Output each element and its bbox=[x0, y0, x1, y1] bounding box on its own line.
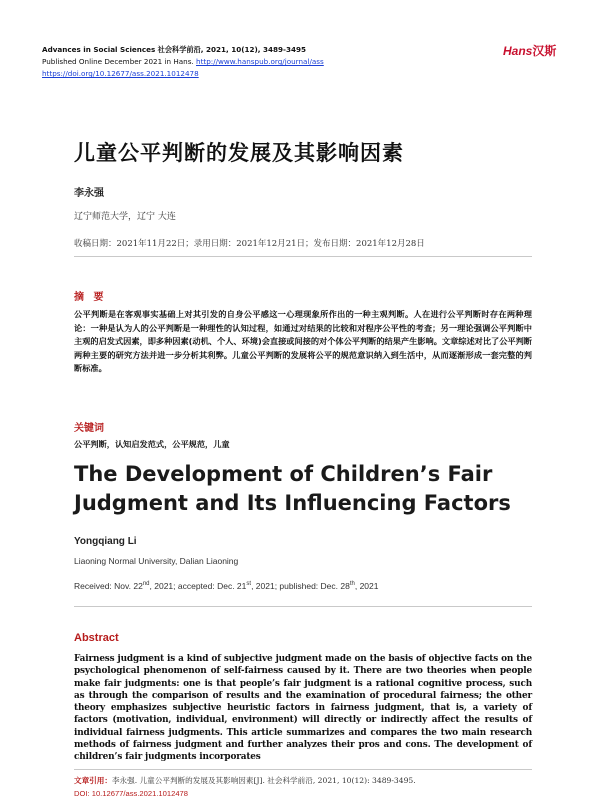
cn-author: 李永强 bbox=[74, 188, 104, 199]
published-date: , 2021; published: Dec. 28 bbox=[251, 581, 350, 591]
en-abstract-heading: Abstract bbox=[74, 632, 119, 644]
logo-en: Hans bbox=[503, 44, 533, 58]
cn-dates: 收稿日期：2021年11月22日；录用日期：2021年12月21日；发布日期：2021年12月28日 bbox=[74, 239, 425, 249]
published-sup: th bbox=[349, 581, 355, 588]
doi-url-link[interactable]: https://doi.org/10.12677/ass.2021.1012478 bbox=[42, 69, 199, 78]
year-end: , 2021 bbox=[354, 581, 379, 591]
journal-name-en: Advances in Social Sciences bbox=[42, 45, 156, 54]
en-title-line-2: Judgment and Its Influencing Factors bbox=[74, 491, 511, 515]
cn-keywords: 公平判断，认知启发范式，公平规范，儿童 bbox=[74, 439, 230, 449]
journal-issue: , 2021, 10(12), 3489-3495 bbox=[200, 45, 307, 54]
cn-affiliation: 辽宁师范大学，辽宁 大连 bbox=[74, 212, 176, 222]
received-sup: nd bbox=[142, 581, 150, 588]
journal-header bbox=[42, 44, 512, 80]
citation-label: 文章引用： bbox=[74, 776, 112, 785]
divider bbox=[74, 606, 532, 607]
divider bbox=[74, 769, 532, 770]
cn-paper-title: 儿童公平判断的发展及其影响因素 bbox=[74, 141, 404, 165]
cn-abstract-body: 公平判断是在客观事实基础上对其引发的自身公平感这一心理现象所作出的一种主观判断。人在进行公平判断时存在两种理论：一种是认为人的公平判断是一种理性的认知过程，如通过对结果的比较和对程序公平性的考查；另一理论强调公平判断中主观的启发式因素，即多种因素(动机、个人、环境)会直接或间接的对个体公平判断的结果产生影响。文章综述对比了公平判断两种主要的研究方法并进一步分析其利弊。儿童公平判断的发展将公平的规范意识纳入到生活中，从而逐渐形成一套完整的判断标准。 bbox=[74, 309, 532, 373]
cn-keywords-heading: 关键词 bbox=[74, 423, 104, 434]
logo-cn: 汉斯 bbox=[532, 44, 557, 58]
received-date: Received: Nov. 22 bbox=[74, 581, 143, 591]
en-affiliation: Liaoning Normal University, Dalian Liaoning bbox=[74, 556, 239, 566]
journal-url-link[interactable]: http://www.hanspub.org/journal/ass bbox=[196, 57, 324, 66]
published-note: Published Online December 2021 in Hans. bbox=[42, 57, 197, 66]
en-paper-title bbox=[74, 460, 544, 518]
citation-doi[interactable]: DOI: 10.12677/ass.2021.1012478 bbox=[74, 789, 188, 798]
journal-name-cn: 社会科学前沿 bbox=[157, 45, 201, 54]
citation bbox=[74, 775, 416, 786]
citation-text: 李永强. 儿童公平判断的发展及其影响因素[J]. 社会科学前沿, 2021, 10(12): 3489-3495. bbox=[111, 776, 416, 785]
accepted-sup: st bbox=[246, 581, 252, 588]
cn-abstract-heading: 摘 要 bbox=[74, 292, 107, 303]
en-author: Yongqiang Li bbox=[74, 536, 137, 547]
hans-logo bbox=[503, 42, 556, 59]
accepted-date: , 2021; accepted: Dec. 21 bbox=[149, 581, 247, 591]
en-abstract-body: Fairness judgment is a kind of subjective judgment made on the basis of objective facts on the psychological phenomenon of self-fairness caused by it. There are two theories when people make fair judgments: one is that people’s fair judgment is a rational cognitive process, such as through the comparison of results and the examination of procedural fairness; the other theory emphasizes subjective heuristic factors in fairness judgment, that is, a variety of factors (motivation, individual, environment) will directly or indirectly affect the results of individual fairness judgments. This article summarizes and compares the two main research methods of fairness judgment and further analyzes their pros and cons. The development of children’s fair judgments incorporates bbox=[74, 654, 532, 763]
en-title-line-1: The Development of Children’s Fair bbox=[74, 462, 493, 486]
divider bbox=[74, 256, 532, 257]
en-dates bbox=[74, 581, 378, 591]
